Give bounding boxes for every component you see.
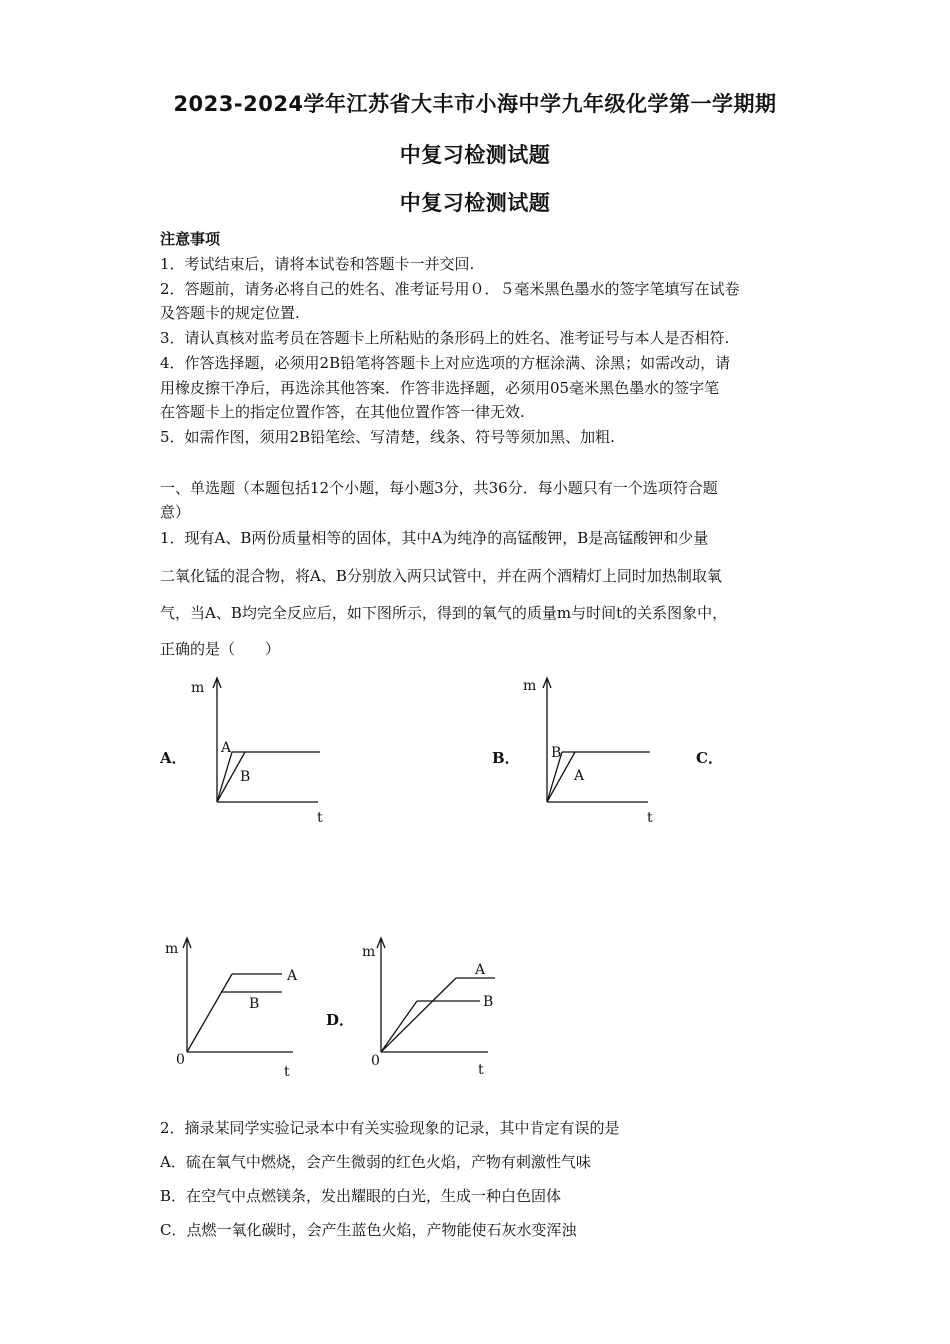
graph-option-d (355, 930, 515, 1080)
option-a-label: A． (160, 749, 187, 767)
question-2-option: B．在空气中点燃镁条，发出耀眼的白光，生成一种白色固体 (160, 1187, 562, 1205)
document-title-line2: 中复习检测试题 (399, 143, 551, 167)
axis-y-label: m (165, 941, 179, 957)
notice-line: 用橡皮擦干净后，再选涂其他答案．作答非选择题，必须用05毫米黑色墨水的签字笔 (160, 379, 720, 397)
question-2-option: C．点燃一氧化碳时，会产生蓝色火焰，产物能使石灰水变浑浊 (160, 1221, 577, 1239)
curve-label: B (249, 996, 260, 1012)
question-2-option: A．硫在氧气中燃烧，会产生微弱的红色火焰，产物有刺激性气味 (160, 1153, 591, 1171)
axis-y-label: m (362, 944, 376, 960)
axis-x-label: t (317, 810, 323, 826)
question-2-text: 2．摘录某同学实验记录本中有关实验现象的记录，其中肯定有误的是 (160, 1119, 620, 1137)
notice-heading: 注意事项 (160, 230, 221, 248)
curve-label: A (221, 740, 232, 756)
option-d-label: D． (326, 1011, 355, 1029)
notice-line: 5．如需作图，须用2B铅笔绘、写清楚，线条、符号等须加黑、加粗. (160, 428, 615, 446)
axis-y-label: m (523, 678, 537, 694)
notice-line: 3．请认真核对监考员在答题卡上所粘贴的条形码上的姓名、准考证号与本人是否相符. (160, 329, 730, 347)
section-heading: 一、单选题（本题包括12个小题，每小题3分，共36分．每小题只有一个选项符合题 (160, 479, 718, 497)
origin-label: 0 (176, 1052, 185, 1068)
graph-option-a (180, 670, 340, 830)
axis-y-label: m (191, 680, 205, 696)
axis-x-label: t (478, 1062, 484, 1078)
curve-label: A (574, 768, 585, 784)
curve-label: B (240, 769, 251, 785)
question-1-text: 1．现有A、B两份质量相等的固体，其中A为纯净的高锰酸钾，B是高锰酸钾和少量 (160, 529, 709, 547)
graph-option-b (510, 670, 670, 830)
question-1-text: 正确的是（ ） (160, 640, 281, 658)
origin-label: 0 (371, 1053, 380, 1069)
curve-label: B (551, 745, 562, 761)
notice-line: 4．作答选择题，必须用2B铅笔将答题卡上对应选项的方框涂满、涂黑；如需改动，请 (160, 354, 731, 372)
notice-line: 及答题卡的规定位置. (160, 304, 300, 322)
axis-x-label: t (284, 1064, 290, 1080)
notice-line: 在答题卡上的指定位置作答，在其他位置作答一律无效. (160, 403, 525, 421)
notice-line: 2．答题前，请务必将自己的姓名、准考证号用０．５毫米黑色墨水的签字笔填写在试卷 (160, 280, 740, 298)
curve-label: A (475, 962, 486, 978)
curve-label: A (287, 968, 298, 984)
section-heading-cont: 意） (160, 503, 191, 521)
option-c-label: C． (696, 749, 723, 767)
graph-option-c (160, 930, 320, 1080)
question-1-text: 二氧化锰的混合物，将A、B分别放入两只试管中，并在两个酒精灯上同时加热制取氧 (160, 567, 722, 585)
question-1-text: 气，当A、B均完全反应后，如下图所示，得到的氧气的质量m与时间t的关系图象中， (160, 604, 728, 622)
axis-x-label: t (647, 810, 653, 826)
notice-line: 1．考试结束后，请将本试卷和答题卡一并交回. (160, 255, 475, 273)
curve-label: B (483, 994, 494, 1010)
option-b-label: B． (492, 749, 520, 767)
document-title-line1: 2023-2024学年江苏省大丰市小海中学九年级化学第一学期期 (173, 92, 777, 116)
document-title-line3: 中复习检测试题 (399, 191, 551, 215)
